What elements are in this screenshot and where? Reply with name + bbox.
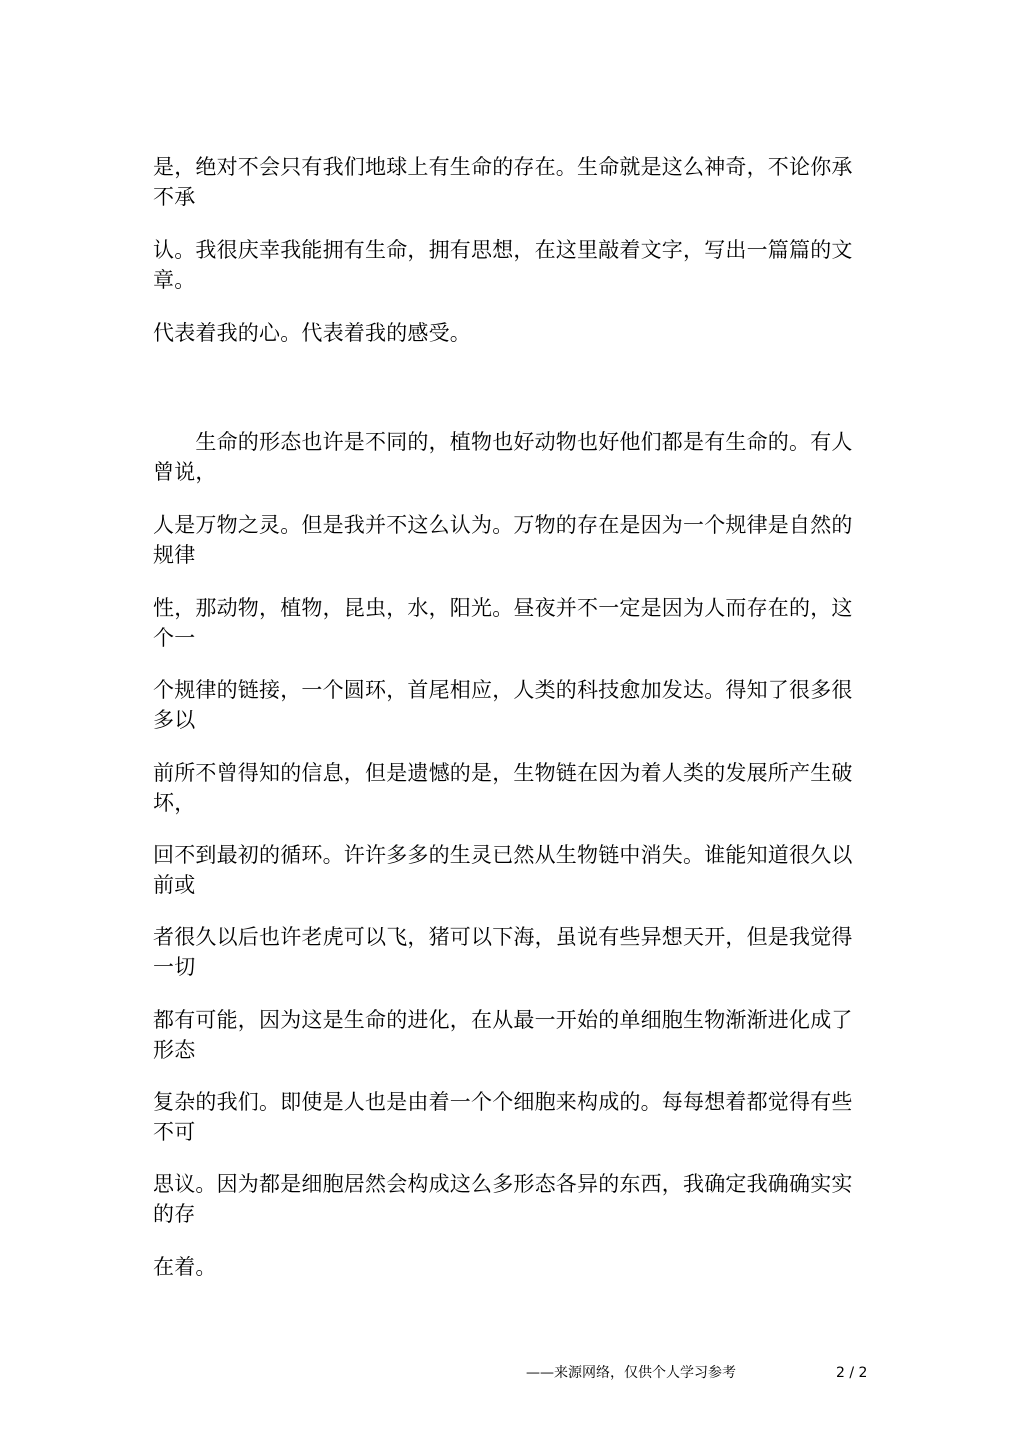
- text-line-wrap: 规律: [153, 543, 196, 567]
- text-line-main: 回不到最初的循环。许许多多的生灵已然从生物链中消失。谁能知道很久以: [153, 843, 853, 867]
- text-line-main: 都有可能，因为这是生命的进化，在从最一开始的单细胞生物渐渐进化成了: [153, 1008, 853, 1032]
- text-line-wrap: 坏，: [153, 791, 196, 815]
- page-number: 2 / 2: [836, 1365, 868, 1381]
- text-line-wrap: 章。: [153, 268, 196, 292]
- text-line-main: 人是万物之灵。但是我并不这么认为。万物的存在是因为一个规律是自然的: [153, 513, 853, 537]
- text-line-wrap: 一切: [153, 955, 196, 979]
- text-line-main: 生命的形态也许是不同的，植物也好动物也好他们都是有生命的。有人: [153, 430, 853, 454]
- text-line: [153, 510, 873, 570]
- text-line-wrap: 不可: [153, 1120, 196, 1144]
- text-line-main: 者很久以后也许老虎可以飞，猪可以下海，虽说有些异想天开，但是我觉得: [153, 925, 853, 949]
- text-line-wrap: 多以: [153, 708, 196, 732]
- text-line: [153, 840, 873, 900]
- text-line: [153, 1252, 873, 1282]
- footer-source-note: ——来源网络，仅供个人学习参考: [526, 1365, 736, 1381]
- text-line: [153, 1169, 873, 1229]
- text-line-main: 认。我很庆幸我能拥有生命，拥有思想，在这里敲着文字，写出一篇篇的文: [153, 238, 853, 262]
- text-line-wrap: 个一: [153, 626, 196, 650]
- text-line-main: 前所不曾得知的信息，但是遗憾的是，生物链在因为着人类的发展所产生破: [153, 761, 853, 785]
- text-line-main: 复杂的我们。即使是人也是由着一个个细胞来构成的。每每想着都觉得有些: [153, 1090, 853, 1114]
- text-line-main: 在着。: [153, 1255, 217, 1279]
- text-line-wrap: 的存: [153, 1202, 196, 1226]
- paragraph-start-line: [153, 427, 873, 487]
- text-line-main: 个规律的链接，一个圆环，首尾相应，人类的科技愈加发达。得知了很多很: [153, 678, 853, 702]
- text-line-main: 性，那动物，植物，昆虫，水，阳光。昼夜并不一定是因为人而存在的，这: [153, 596, 853, 620]
- text-line-wrap: 曾说，: [153, 460, 217, 484]
- text-line-main: 是，绝对不会只有我们地球上有生命的存在。生命就是这么神奇，不论你承: [153, 155, 853, 179]
- text-line: [153, 1087, 873, 1147]
- text-line: [153, 593, 873, 653]
- text-line: [153, 922, 873, 982]
- text-line-main: 思议。因为都是细胞居然会构成这么多形态各异的东西，我确定我确确实实: [153, 1172, 853, 1196]
- text-line-wrap: 前或: [153, 873, 196, 897]
- text-line-main: 代表着我的心。代表着我的感受。: [153, 321, 471, 345]
- text-line: [153, 1005, 873, 1065]
- text-line: [153, 675, 873, 735]
- text-line: [153, 758, 873, 818]
- text-line: [153, 152, 873, 212]
- text-line-wrap: 不承: [153, 185, 196, 209]
- text-line: [153, 235, 873, 295]
- text-line-wrap: 形态: [153, 1038, 196, 1062]
- text-line: [153, 318, 873, 348]
